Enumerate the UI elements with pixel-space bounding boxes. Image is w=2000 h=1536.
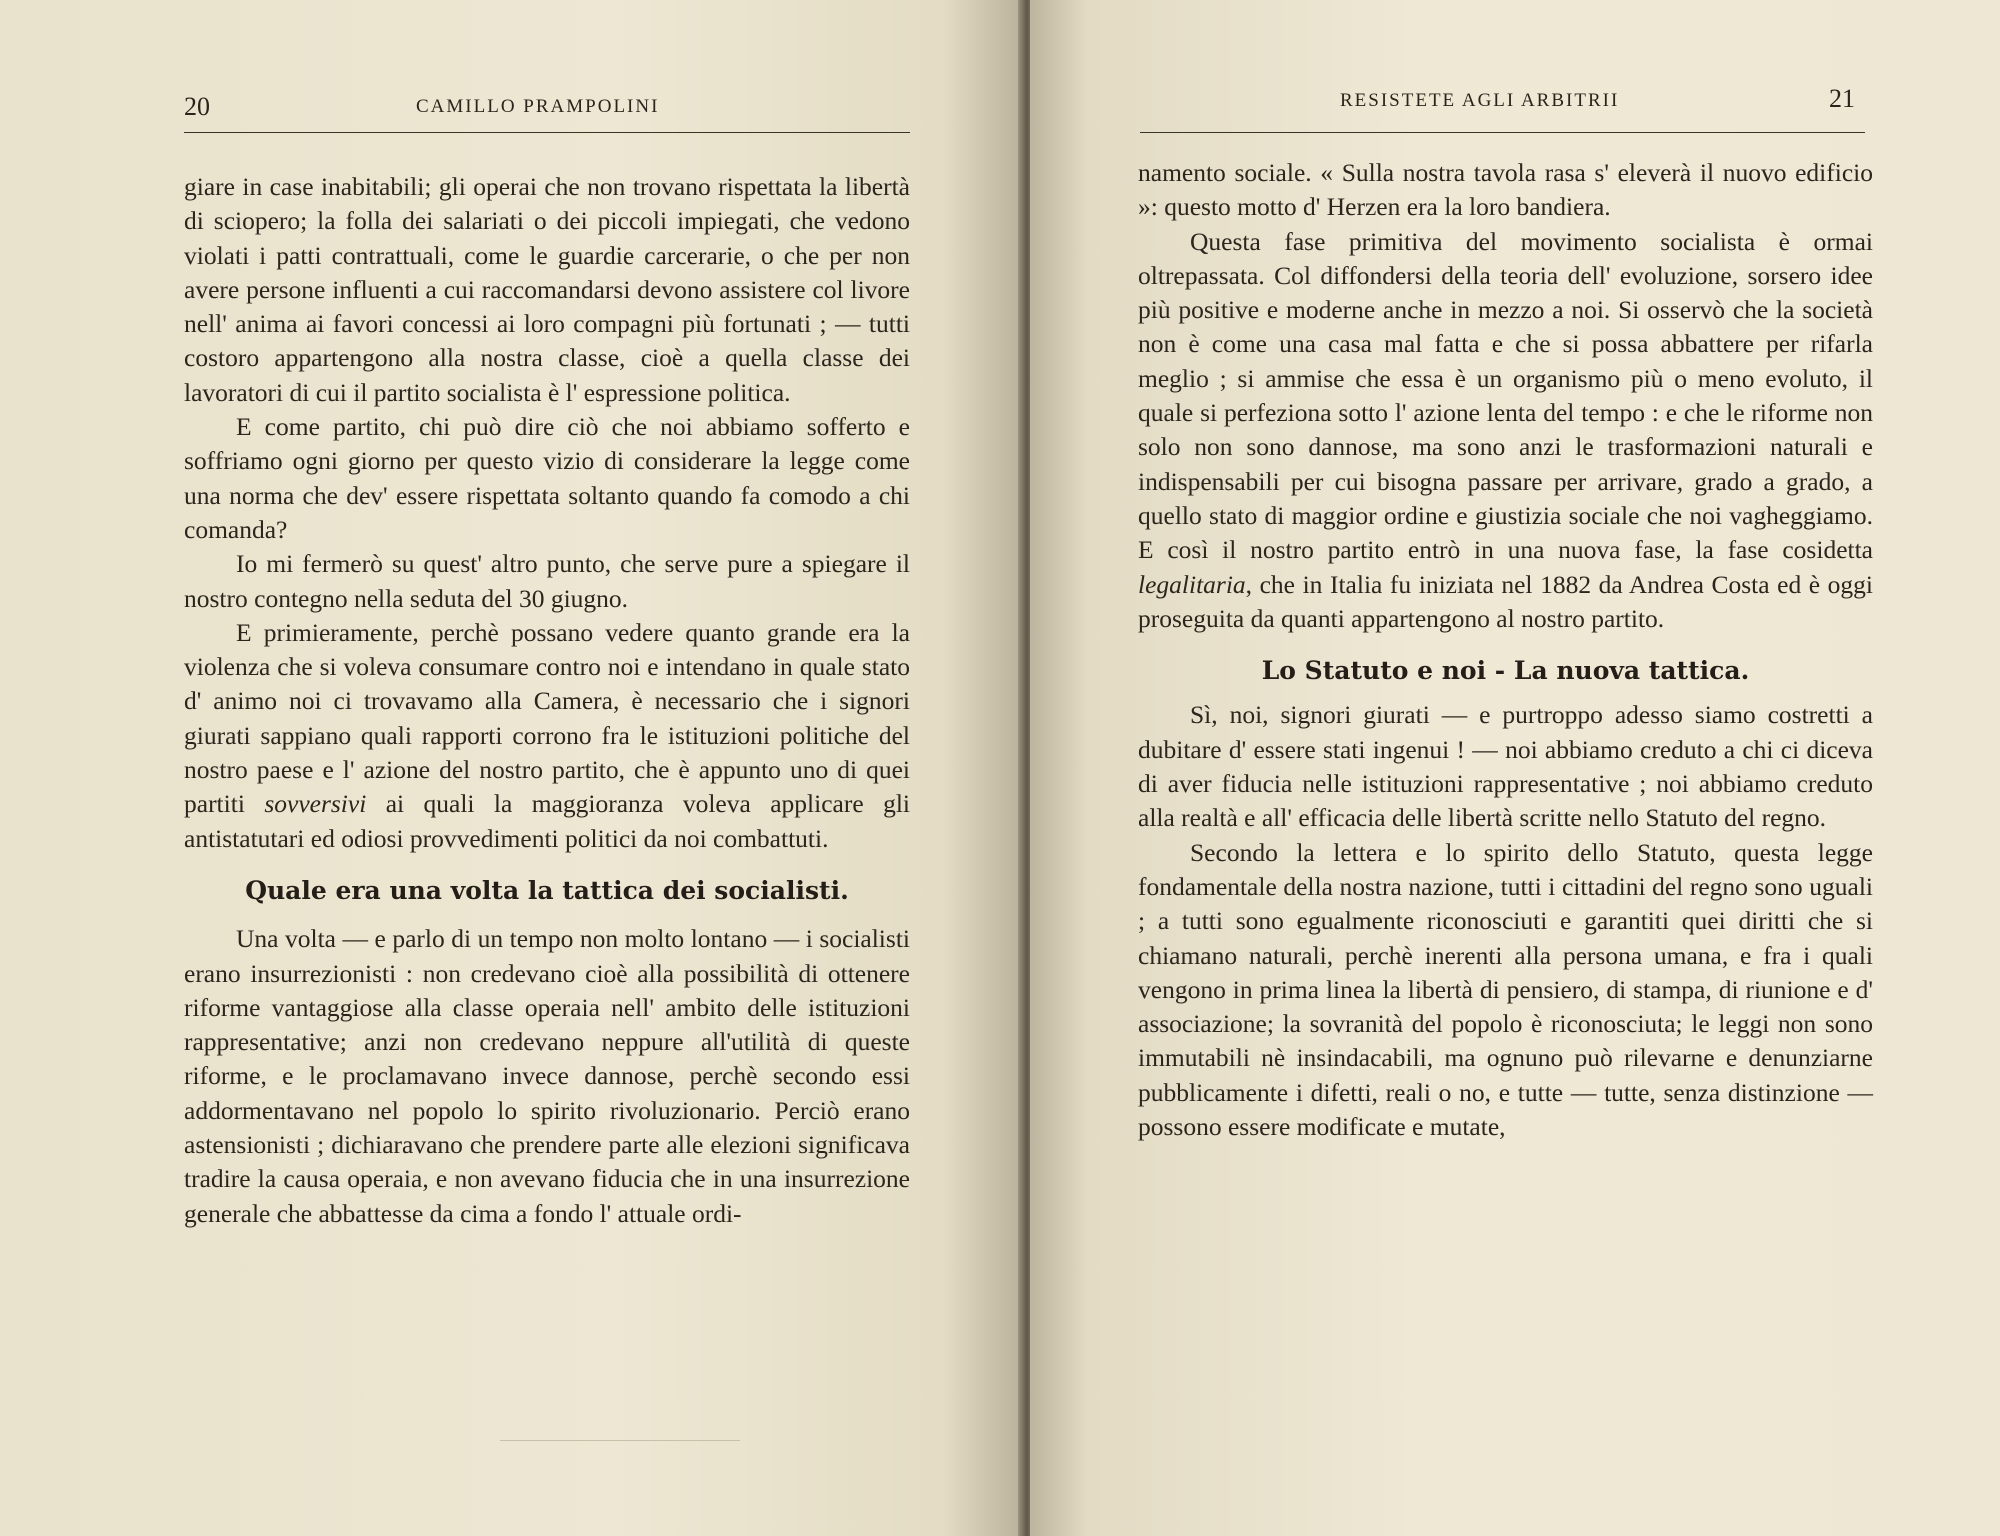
paragraph-text: ai quali la maggioranza voleva applicare gli antistatutari ed odiosi provvedimenti politici da noi combattuti. bbox=[184, 789, 910, 853]
paragraph: Sì, noi, signori giurati — e purtroppo adesso siamo costretti a dubitare d' essere stati ingenui ! — noi abbiamo creduto a chi ci diceva di aver fiducia nelle istituzioni rappresentative ; noi abbiamo creduto alla realtà e all' efficacia delle libertà scritte nello Statuto del regno. bbox=[1138, 700, 1873, 833]
paragraph: Io mi fermerò su quest' altro punto, che serve pure a spiegare il nostro contegno nella seduta del 30 giugno. bbox=[184, 549, 910, 613]
paragraph-text: Questa fase primitiva del movimento socialista è ormai oltrepassata. Col diffondersi della teoria dell' evoluzione, sorsero idee più positive e moderne anche in mezzo a noi. Si osservò che la società non è come una casa mal fatta e che si possa abbattere per rifarla meglio ; si ammise che essa è un organismo più o meno evoluto, il quale si perfeziona sotto l' azione lenta del tempo : e che le riforme non solo non sono dannose, ma sono anzi le trasformazioni naturali e indispensabili per cui bisogna passare per arrivare, grado a grado, a quello stato di maggior ordine e giustizia sociale che noi vagheggiamo. E così il nostro partito entrò in una nuova fase, la fase cosidetta bbox=[1138, 226, 1873, 565]
left-page-header bbox=[184, 92, 910, 133]
paragraph: giare in case inabitabili; gli operai che non trovano rispettata la libertà di sciopero; la folla dei salariati o dei piccoli impiegati, che vedono violati i patti contrattuali, come le guardie carcerarie, o che per non avere persone influenti a cui raccomandarsi devono assistere col livore nell' anima ai favori concessi ai loro compagni più fortunati ; — tutti costoro appartengono alla nostra classe, cioè a quella classe dei lavoratori di cui il partito socialista è l' espressione politica. bbox=[184, 172, 910, 407]
running-head: CAMILLO PRAMPOLINI bbox=[416, 96, 660, 117]
italic-word: legalitaria bbox=[1138, 569, 1246, 599]
paragraph bbox=[1138, 225, 1873, 637]
footer-rule bbox=[500, 1440, 740, 1441]
paragraph-text: E primieramente, perchè possano vedere quanto grande era la violenza che si voleva consumare contro noi e intendano in quale stato d' animo noi ci trovavamo alla Camera, è necessario che i signori giurati sappiano quali rapporti corrono fra le istituzioni politiche del nostro paese e l' azione del nostro partito, che è appunto uno di quei partiti bbox=[184, 617, 910, 819]
right-page-body bbox=[1138, 156, 1873, 1144]
page-number: 21 bbox=[1829, 84, 1855, 113]
paragraph bbox=[184, 616, 910, 856]
section-heading: Lo Statuto e noi - La nuova tattica. bbox=[1261, 656, 1750, 686]
paragraph: Una volta — e parlo di un tempo non molto lontano — i socialisti erano insurrezionisti : non credevano cioè alla possibilità di ottenere riforme vantaggiose alla classe operaia nell' ambito delle istituzioni rappresentative; anzi non credevano neppure all'utilità di queste riforme, e le proclamavano invece dannose, perchè secondo essi addormentavano nel popolo lo spirito rivoluzionario. Perciò erano astensionisti ; dichiaravano che prendere parte alle elezioni significava tradire la causa operaia, e non avevano fiducia che in una insurrezione generale che abbattesse da cima a fondo l' attuale ordi- bbox=[184, 924, 910, 1228]
paragraph-text: , che in Italia fu iniziata nel 1882 da Andrea Costa ed è oggi proseguita da quanti appartengono al nostro partito. bbox=[1138, 569, 1873, 633]
right-page-header bbox=[1140, 84, 1865, 133]
page-number: 20 bbox=[184, 92, 210, 121]
left-page-body bbox=[184, 170, 910, 1231]
section-heading: Quale era una volta la tattica dei socialisti. bbox=[245, 875, 849, 905]
paragraph: Secondo la lettera e lo spirito dello Statuto, questa legge fondamentale della nostra nazione, tutti i cittadini del regno sono uguali ; a tutti sono egualmente riconosciuti e garantiti quei diritti che si chiamano naturali, perchè inerenti alla persona umana, e fra i quali vengono in prima linea la libertà di pensiero, di stampa, di riunione e d' associazione; la sovranità del popolo è riconosciuta; le leggi non sono immutabili nè insindacabili, ma ognuno può rilevarne e denunziarne pubblicamente i difetti, reali o no, e tutte — tutte, senza distinzione — possono essere modificate e mutate, bbox=[1138, 837, 1873, 1142]
paragraph: namento sociale. « Sulla nostra tavola rasa s' eleverà il nuovo edificio »: questo motto d' Herzen era la loro bandiera. bbox=[1138, 158, 1873, 222]
running-head: RESISTETE AGLI ARBITRII bbox=[1340, 90, 1620, 111]
italic-word: sovversivi bbox=[264, 789, 367, 819]
paragraph: E come partito, chi può dire ciò che noi abbiamo sofferto e soffriamo ogni giorno per questo vizio di considerare la legge come una norma che dev' essere rispettata soltanto quando fa comodo a chi comanda? bbox=[184, 412, 910, 544]
